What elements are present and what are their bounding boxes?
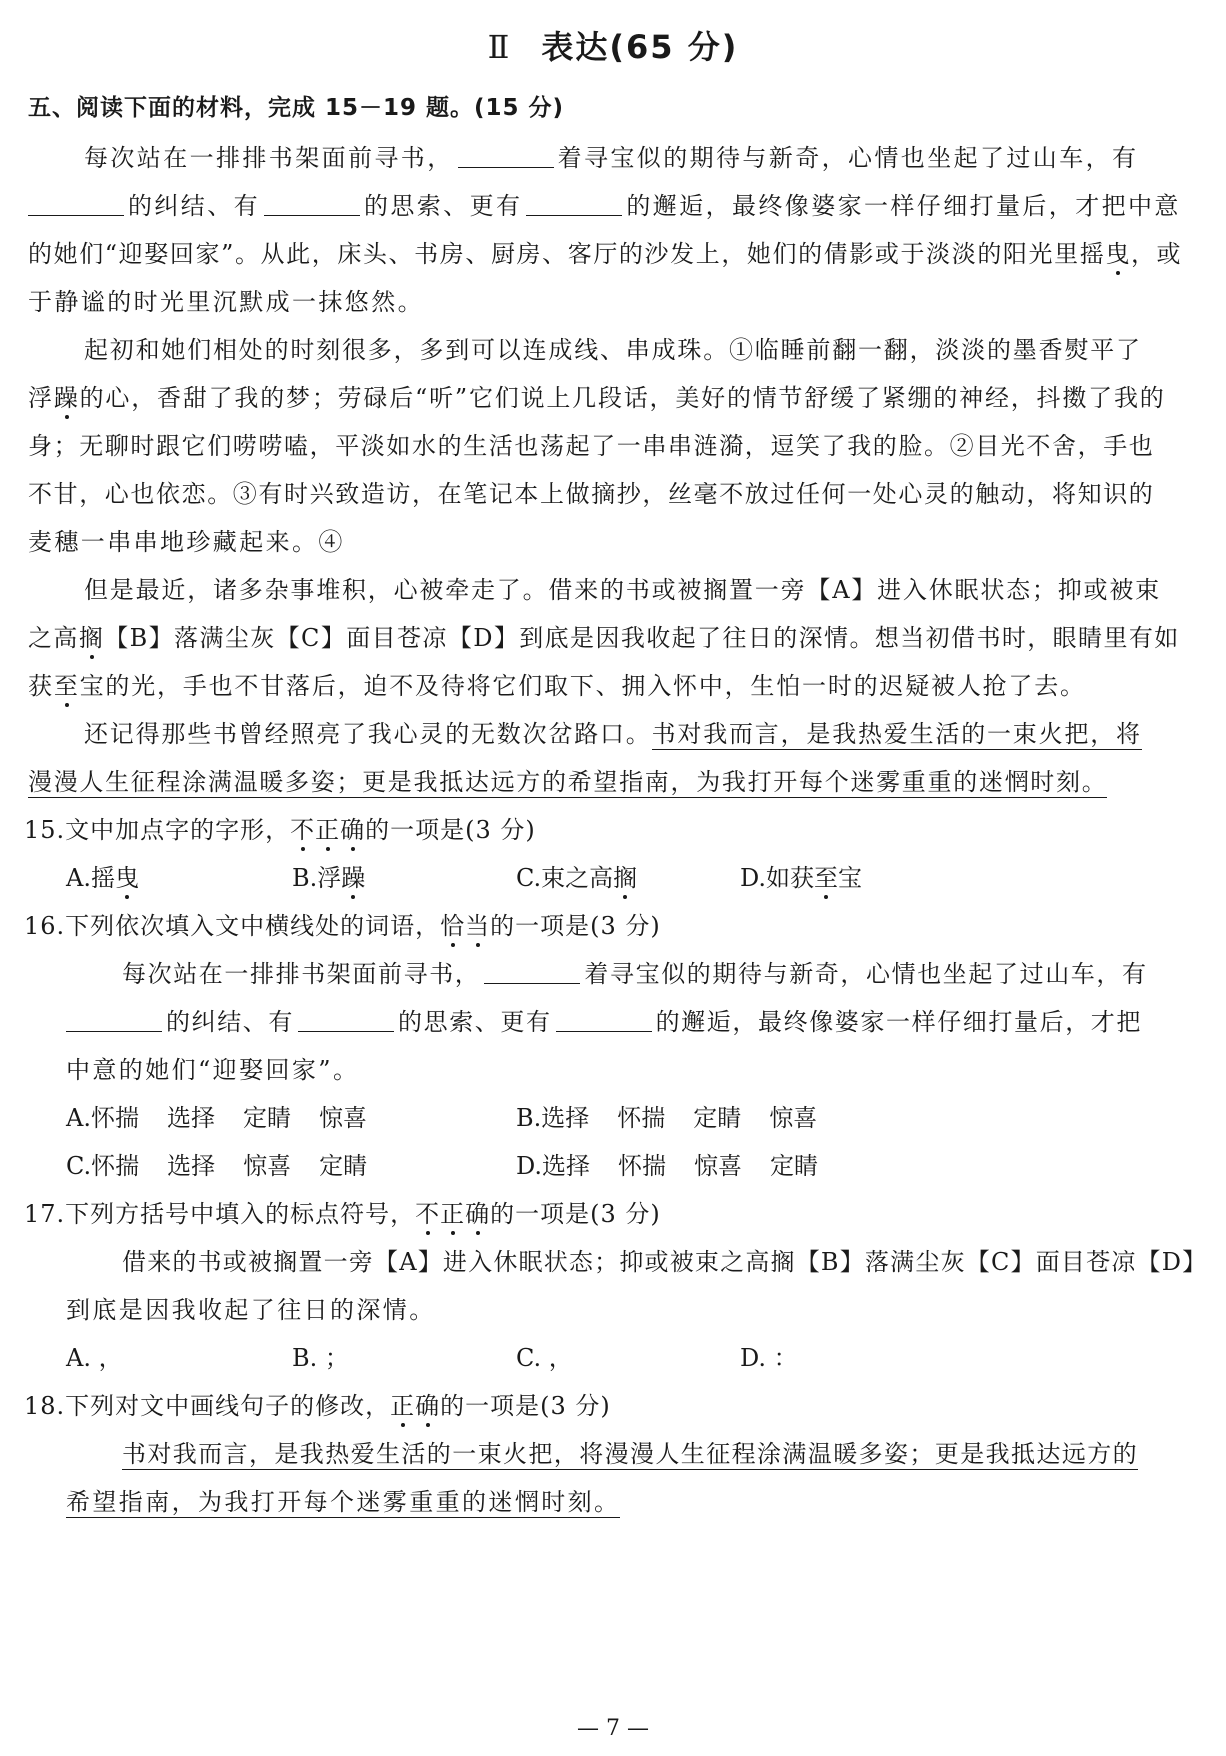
fill-blank: [298, 1007, 394, 1032]
text: 宝的光，手也不甘落后，迫不及待将它们取下、拥入怀中，生怕一时的迟疑被人抢了去。: [79, 672, 1086, 700]
text: 着寻宝似的期待与新奇，心情也坐起了过山车，有: [557, 144, 1139, 172]
fill-blank: [484, 959, 580, 984]
fill-blank: [526, 191, 622, 216]
emphasis-char: 恰: [440, 912, 466, 940]
question-16-stem: [24, 906, 1194, 946]
text: ，或: [1130, 240, 1183, 268]
option-b[interactable]: B.浮躁: [292, 864, 366, 892]
option-d[interactable]: D.如获至宝: [740, 864, 863, 892]
passage-line: [28, 234, 1198, 274]
text: 的一项是(3 分): [490, 912, 661, 940]
passage-line: 不甘，心也依恋。③有时兴致造访，在笔记本上做摘抄，丝毫不放过任何一处心灵的触动，将知识的: [28, 480, 1155, 508]
emphasis-char: 确: [415, 1392, 441, 1420]
option-b[interactable]: B.选择 怀揣 定睛 惊喜: [516, 1104, 818, 1132]
text: 的一项是(3 分): [490, 1200, 661, 1228]
text: 15.文中加点字的字形，: [24, 816, 291, 844]
option-a[interactable]: A.怀揣 选择 定睛 惊喜: [66, 1104, 367, 1132]
question-15-stem: [24, 810, 1194, 850]
text: 的她们“迎娶回家”。从此，床头、书房、厨房、客厅的沙发上，她们的倩影或于淡淡的阳光里摇: [28, 240, 1106, 268]
passage-line: [28, 762, 1198, 802]
text: 的纠结、有: [128, 192, 260, 220]
fill-blank: [264, 191, 360, 216]
section-heading: 五、阅读下面的材料，完成 15－19 题。(15 分): [28, 95, 565, 121]
emphasis-char: 曳: [1105, 240, 1131, 268]
text: 18.下列对文中画线句子的修改，: [24, 1392, 391, 1420]
text: 的一项是(3 分): [440, 1392, 611, 1420]
text: 的邂逅，最终像婆家一样仔细打量后，才把中意: [626, 192, 1181, 220]
option-d[interactable]: D. ：: [740, 1344, 798, 1372]
passage-line: [28, 666, 1198, 706]
part-title-text: 表达(65 分): [541, 28, 739, 66]
emphasis-char: 确: [340, 816, 366, 844]
text: 【B】落满尘灰【C】面目苍凉【D】到底是因我收起了往日的深情。想当初借书时，眼睛里有如: [104, 624, 1180, 652]
option-c[interactable]: C. ，: [516, 1344, 573, 1372]
fill-blank: [28, 191, 124, 216]
passage-line: [84, 714, 1198, 754]
emphasis-char: 至: [53, 672, 80, 700]
text: 17.下列方括号中填入的标点符号，: [24, 1200, 416, 1228]
underlined-sentence: 希望指南，为我打开每个迷雾重重的迷惘时刻。: [66, 1488, 621, 1516]
text: 还记得那些书曾经照亮了我心灵的无数次岔路口。: [84, 720, 652, 748]
passage-line: 于静谧的时光里沉默成一抹悠然。: [28, 288, 424, 316]
underlined-sentence: 漫漫人生征程涂满温暖多姿；更是我抵达远方的希望指南，为我打开每个迷雾重重的迷惘时刻。: [28, 768, 1108, 796]
emphasis-char: 确: [465, 1200, 491, 1228]
passage-line: 起初和她们相处的时刻很多，多到可以连成线、串成珠。①临睡前翻一翻，淡淡的墨香熨平了: [84, 336, 1142, 364]
passage-line: 麦穗一串串地珍藏起来。④: [28, 528, 345, 556]
part-title: [0, 22, 1226, 68]
text: 获: [28, 672, 54, 700]
text: 浮: [28, 384, 54, 412]
passage-line: 身；无聊时跟它们唠唠嗑，平淡如水的生活也荡起了一串串涟漪，逗笑了我的脸。②目光不舍，手也: [28, 432, 1155, 460]
question-16-text: 每次站在一排排书架面前寻书， 着寻宝似的期待与新奇，心情也坐起了过山车，有: [122, 960, 1148, 988]
emphasis-char: 当: [465, 912, 491, 940]
fill-blank: [556, 1007, 652, 1032]
emphasis-char: 正: [315, 816, 341, 844]
question-17-stem: [24, 1194, 1194, 1234]
emphasis-char: 不: [290, 816, 316, 844]
text: 的心，香甜了我的梦；劳碌后“听”它们说上几段话，美好的情节舒缓了紧绷的神经，抖擞了我的: [79, 384, 1166, 412]
option-c[interactable]: C.束之高搁: [516, 864, 638, 892]
passage-line: [28, 186, 1198, 226]
option-b[interactable]: B. ；: [292, 1344, 349, 1372]
question-16-text: 的纠结、有 的思索、更有 的邂逅，最终像婆家一样仔细打量后，才把: [66, 1002, 1198, 1042]
page-number: — 7 —: [577, 1716, 649, 1741]
emphasis-char: 搁: [78, 624, 105, 652]
emphasis-char: 正: [390, 1392, 416, 1420]
option-a[interactable]: A.摇曳: [66, 864, 139, 892]
passage-line: 但是最近，诸多杂事堆积，心被牵走了。借来的书或被搁置一旁【A】进入休眠状态；抑或被束: [84, 576, 1161, 604]
question-18-text: [122, 1434, 1198, 1474]
option-d[interactable]: D.选择 怀揣 惊喜 定睛: [516, 1152, 819, 1180]
option-c[interactable]: C.怀揣 选择 惊喜 定睛: [66, 1152, 368, 1180]
option-a[interactable]: A. ，: [66, 1344, 123, 1372]
passage-line: [28, 378, 1198, 418]
text: 每次站在一排排书架面前寻书，: [84, 144, 454, 172]
emphasis-char: 躁: [53, 384, 80, 412]
part-numeral: Ⅱ: [487, 28, 512, 66]
emphasis-char: 不: [415, 1200, 441, 1228]
emphasis-char: 正: [440, 1200, 466, 1228]
fill-blank: [458, 143, 554, 168]
fill-blank: [66, 1007, 162, 1032]
underlined-sentence: 书对我而言，是我热爱生活的一束火把，将: [651, 720, 1142, 748]
question-17-text: 借来的书或被搁置一旁【A】进入休眠状态；抑或被束之高搁【B】落满尘灰【C】面目苍凉【D】: [122, 1248, 1208, 1276]
question-16-text: 中意的她们“迎娶回家”。: [66, 1056, 360, 1084]
text: 的思索、更有: [364, 192, 523, 220]
passage-line: [28, 618, 1198, 658]
text: 16.下列依次填入文中横线处的词语，: [24, 912, 441, 940]
text: 的一项是(3 分): [365, 816, 536, 844]
underlined-sentence: 书对我而言，是我热爱生活的一束火把，将漫漫人生征程涂满温暖多姿；更是我抵达远方的: [122, 1440, 1138, 1468]
passage-line: [84, 138, 1198, 178]
question-18-text: [66, 1482, 1198, 1522]
question-18-stem: [24, 1386, 1194, 1426]
text: 之高: [28, 624, 79, 652]
question-17-text: 到底是因我收起了往日的深情。: [66, 1296, 436, 1324]
